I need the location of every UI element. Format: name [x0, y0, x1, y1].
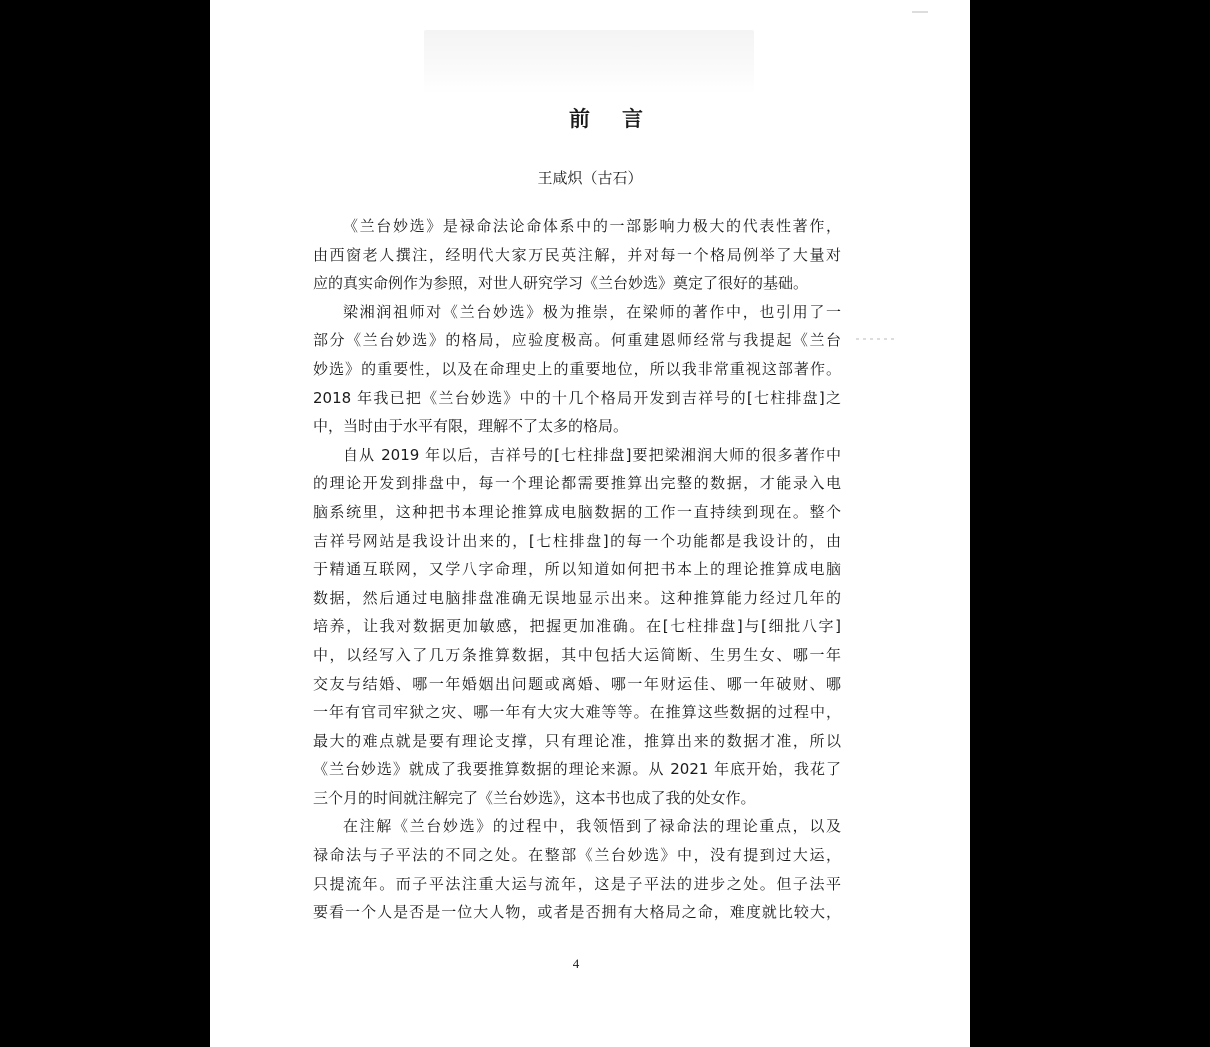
header-scan-smudge [424, 30, 754, 94]
text-line: 三个月的时间就注解完了《兰台妙选》，这本书也成了我的处女作。 [313, 788, 756, 807]
text-line: 《兰台妙选》就成了我要推算数据的理论来源。从 2021 年底开始，我花了 [313, 760, 841, 779]
text-line: 最大的难点就是要有理论支撑，只有理论准，推算出来的数据才准，所以 [313, 731, 841, 750]
page-number: 4 [572, 956, 580, 971]
text-line: 培养，让我对数据更加敏感，把握更加准确。在[七柱排盘]与[细批八字] [313, 617, 841, 636]
scan-mark [856, 338, 896, 340]
text-line: 于精通互联网，又学八字命理，所以知道如何把书本上的理论推算成电脑 [313, 560, 841, 579]
text-line: 梁湘润祖师对《兰台妙选》极为推崇，在梁师的著作中，也引用了一 [343, 302, 841, 321]
text-line: 妙选》的重要性，以及在命理史上的重要地位，所以我非常重视这部著作。 [313, 359, 841, 378]
text-line: 交友与结婚、哪一年婚姻出问题或离婚、哪一年财运佳、哪一年破财、哪 [313, 674, 841, 693]
page-title: 前言 [569, 106, 675, 131]
text-line: 的理论开发到排盘中，每一个理论都需要推算出完整的数据，才能录入电 [313, 474, 841, 493]
body-text [313, 212, 841, 927]
text-line: 吉祥号网站是我设计出来的，[七柱排盘]的每一个功能都是我设计的，由 [313, 531, 841, 550]
text-line: 2018 年我已把《兰台妙选》中的十几个格局开发到吉祥号的[七柱排盘]之 [313, 388, 841, 407]
text-line: 《兰台妙选》是禄命法论命体系中的一部影响力极大的代表性著作， [343, 217, 841, 235]
text-line: 由西窗老人撰注，经明代大家万民英注解，并对每一个格局例举了大量对 [313, 245, 841, 264]
text-line: 在注解《兰台妙选》的过程中，我领悟到了禄命法的理论重点，以及 [343, 817, 841, 836]
text-line: 应的真实命例作为参照，对世人研究学习《兰台妙选》奠定了很好的基础。 [313, 274, 809, 293]
text-line: 自从 2019 年以后，吉祥号的[七柱排盘]要把梁湘润大师的很多著作中 [343, 445, 841, 464]
scanned-page [210, 0, 970, 1047]
text-line: 中，当时由于水平有限，理解不了太多的格局。 [313, 417, 629, 436]
text-line: 脑系统里，这种把书本理论推算成电脑数据的工作一直持续到现在。整个 [313, 502, 841, 521]
author-line: 王咸炽（古石） [537, 169, 643, 187]
scan-mark [912, 11, 928, 13]
text-line: 要看一个人是否是一位大人物，或者是否拥有大格局之命，难度就比较大， [313, 903, 841, 922]
text-line: 部分《兰台妙选》的格局，应验度极高。何重建恩师经常与我提起《兰台 [313, 331, 841, 350]
text-line: 一年有官司牢狱之灾、哪一年有大灾大难等等。在推算这些数据的过程中， [313, 703, 841, 722]
text-line: 禄命法与子平法的不同之处。在整部《兰台妙选》中，没有提到过大运， [313, 846, 841, 865]
text-line: 只提流年。而子平法注重大运与流年，这是子平法的进步之处。但子法平 [313, 874, 841, 893]
text-line: 数据，然后通过电脑排盘准确无误地显示出来。这种推算能力经过几年的 [313, 588, 841, 607]
text-line: 中，以经写入了几万条推算数据，其中包括大运简断、生男生女、哪一年 [313, 645, 841, 664]
